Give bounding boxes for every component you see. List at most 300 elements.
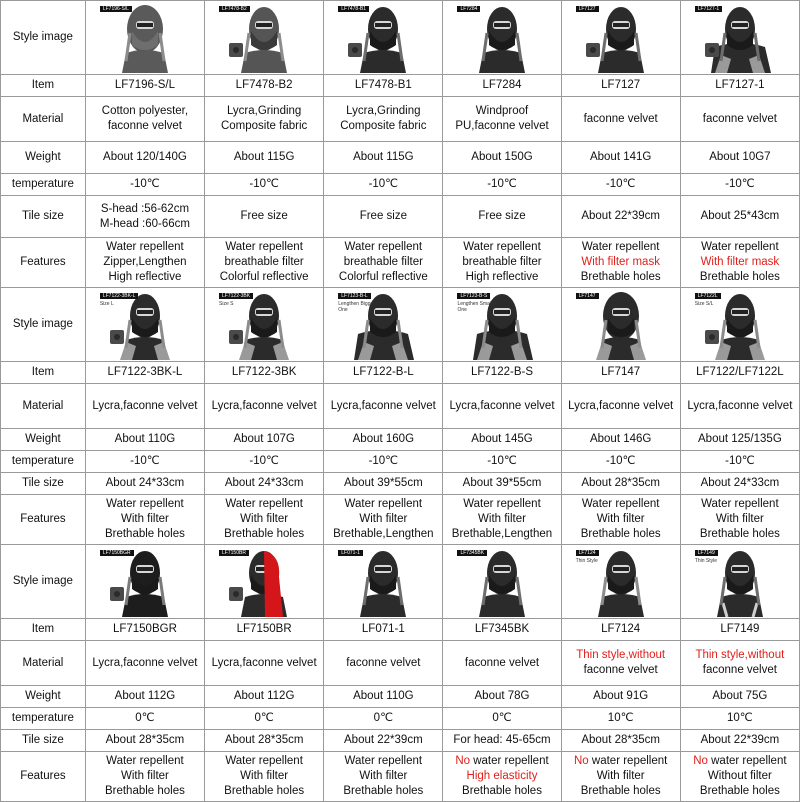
product-image	[680, 1, 799, 75]
balaclava-black-gray-shoulder-icon	[205, 290, 323, 360]
product-item: LF7150BGR	[85, 619, 204, 641]
product-tile-size	[561, 196, 680, 238]
product-weight: About 112G	[85, 686, 204, 708]
feature-line: Brethable,Lengthen	[333, 528, 434, 540]
row-features	[1, 752, 800, 802]
tile-size-line: S-head :56-62cm	[100, 202, 190, 215]
product-material	[85, 97, 204, 142]
row-temperature	[1, 708, 800, 730]
product-tile-size	[324, 730, 443, 752]
row-features	[1, 495, 800, 545]
balaclava-long-gray-icon	[324, 290, 442, 360]
feature-line: Water repellent	[701, 498, 779, 510]
feature-line: Brethable holes	[580, 271, 661, 283]
product-subtag: Thin Style	[694, 557, 717, 564]
feature-line: No water repellent	[693, 755, 787, 767]
product-features	[680, 752, 799, 802]
product-image	[680, 545, 799, 619]
feature-line: Water repellent	[225, 755, 303, 767]
row-label-weight: Weight	[1, 429, 86, 451]
feature-line: With filter	[240, 513, 289, 525]
product-weight: About 91G	[561, 686, 680, 708]
tile-size-line: About 25*43cm	[700, 210, 780, 222]
product-subtag: Lengthen Smaller One	[457, 300, 497, 313]
product-temperature: -10℃	[443, 174, 561, 196]
product-tag: LF7147	[576, 293, 599, 299]
feature-line: Water repellent	[225, 498, 303, 510]
product-image	[85, 288, 204, 362]
feature-line: With filter	[120, 513, 169, 525]
row-label-temperature: temperature	[1, 708, 86, 730]
product-temperature: 10℃	[680, 708, 799, 730]
product-material	[443, 641, 561, 686]
product-tag: LF7284	[457, 6, 480, 12]
material-line: Lycra,Grinding	[226, 105, 302, 117]
product-tag: LF7149	[695, 550, 718, 556]
feature-line: With filter	[478, 513, 526, 525]
row-weight	[1, 686, 800, 708]
feature-line: Water repellent	[463, 241, 541, 253]
feature-line: Water repellent	[344, 241, 423, 253]
feature-line: Water repellent	[225, 241, 303, 253]
product-features	[443, 752, 561, 802]
product-material	[205, 97, 324, 142]
feature-line: High reflective	[465, 271, 539, 283]
row-label-temperature: temperature	[1, 174, 86, 196]
feature-negation: No	[455, 755, 471, 767]
feature-line: Water repellent	[106, 498, 184, 510]
feature-line: Water repellent	[581, 241, 660, 253]
row-label-temperature: temperature	[1, 451, 86, 473]
product-tag: LF7127	[576, 6, 599, 12]
product-tile-size	[205, 196, 324, 238]
product-tile-size	[205, 473, 324, 495]
product-tile-size	[443, 473, 561, 495]
product-item: LF071-1	[324, 619, 443, 641]
row-style-image	[1, 288, 800, 362]
product-tag: LF7150BR	[219, 550, 249, 556]
product-image	[561, 1, 680, 75]
tile-size-line: About 28*35cm	[224, 734, 304, 746]
product-material	[443, 97, 561, 142]
product-tile-size	[324, 196, 443, 238]
product-weight: About 115G	[205, 142, 324, 174]
feature-line: Brethable holes	[224, 528, 305, 540]
product-image	[205, 1, 324, 75]
material-line: Lycra,faconne velvet	[92, 399, 198, 412]
product-temperature: -10℃	[680, 174, 799, 196]
product-subtag: Lengthen Bigger One	[338, 300, 375, 313]
product-features	[561, 238, 680, 288]
product-weight: About 10G7	[680, 142, 799, 174]
feature-line: Brethable holes	[104, 785, 185, 797]
product-item: LF7345BK	[443, 619, 561, 641]
material-line: Thin style,without	[576, 649, 666, 661]
product-material	[85, 384, 204, 429]
material-line: Lycra,faconne velvet	[449, 399, 555, 412]
product-temperature: -10℃	[85, 174, 204, 196]
product-tag: LF7345BK	[457, 550, 487, 556]
product-temperature: -10℃	[561, 174, 680, 196]
product-features	[324, 495, 443, 545]
product-tag: LF7122-3BK-L	[100, 293, 139, 299]
row-label-style-image: Style image	[1, 545, 86, 619]
product-image	[205, 288, 324, 362]
product-material	[205, 641, 324, 686]
product-image	[443, 288, 561, 362]
product-temperature: -10℃	[561, 451, 680, 473]
row-label-material: Material	[1, 641, 86, 686]
balaclava-long-gray-icon	[443, 290, 560, 360]
product-features	[443, 238, 561, 288]
product-tile-size	[205, 730, 324, 752]
material-line: Thin style,without	[695, 649, 785, 661]
material-line: faconne velvet	[107, 120, 183, 132]
product-weight: About 160G	[324, 429, 443, 451]
product-tag: LF7122L	[695, 293, 721, 299]
balaclava-hooded-gray-icon	[86, 3, 204, 73]
balaclava-gray-filter-icon	[205, 3, 323, 73]
row-label-style-image: Style image	[1, 1, 86, 75]
product-image	[561, 545, 680, 619]
product-tag: LF071-1	[338, 550, 363, 556]
row-material	[1, 384, 800, 429]
feature-line: With filter mask	[581, 256, 660, 268]
balaclava-black-filter-icon	[324, 3, 442, 73]
feature-line: breathable filter	[462, 256, 542, 268]
row-label-weight: Weight	[1, 142, 86, 174]
product-item: LF7147	[561, 362, 680, 384]
product-material	[324, 641, 443, 686]
balaclava-black-mask-long-icon	[681, 3, 799, 73]
feature-line: Water repellent	[463, 498, 541, 510]
material-line: Composite fabric	[220, 120, 308, 132]
feature-line: Brethable holes	[580, 528, 661, 540]
product-item: LF7127	[561, 75, 680, 97]
product-material	[561, 384, 680, 429]
feature-line: Brethable holes	[699, 271, 780, 283]
feature-line: High elasticity	[466, 770, 538, 782]
product-image	[324, 1, 443, 75]
product-tag: LF7124	[576, 550, 599, 556]
product-features	[85, 238, 204, 288]
tile-size-line: Free size	[240, 210, 288, 222]
tile-size-line: M-head :60-66cm	[99, 217, 190, 230]
product-item: LF7150BR	[205, 619, 324, 641]
product-tile-size	[324, 473, 443, 495]
material-line: faconne velvet	[583, 664, 658, 676]
product-material	[324, 384, 443, 429]
row-style-image	[1, 1, 800, 75]
feature-line: Brethable holes	[699, 528, 780, 540]
row-tile-size	[1, 730, 800, 752]
row-label-features: Features	[1, 752, 86, 802]
product-item: LF7122-B-S	[443, 362, 561, 384]
product-weight: About 146G	[561, 429, 680, 451]
feature-line: Water repellent	[344, 498, 423, 510]
tile-size-line: For head: 45-65cm	[453, 734, 551, 746]
balaclava-gray-black-icon	[86, 547, 204, 617]
row-label-tile-size: Tile size	[1, 730, 86, 752]
feature-line: Brethable holes	[580, 785, 661, 797]
feature-line: Brethable holes	[224, 785, 305, 797]
product-temperature: 0℃	[324, 708, 443, 730]
row-label-material: Material	[1, 97, 86, 142]
tile-size-line: About 22*39cm	[581, 210, 660, 222]
feature-line: With filter	[715, 513, 764, 525]
product-material	[205, 384, 324, 429]
product-subtag: Size L	[99, 300, 114, 307]
tile-size-line: Free size	[478, 210, 526, 222]
product-temperature: -10℃	[443, 451, 561, 473]
material-line: Lycra,faconne velvet	[92, 656, 198, 669]
row-weight	[1, 142, 800, 174]
product-item: LF7122/LF7122L	[680, 362, 799, 384]
product-weight: About 110G	[324, 686, 443, 708]
feature-line: No water repellent	[574, 755, 668, 767]
product-item: LF7127-1	[680, 75, 799, 97]
row-features	[1, 238, 800, 288]
product-item: LF7124	[561, 619, 680, 641]
product-temperature: 0℃	[443, 708, 561, 730]
product-tile-size	[85, 196, 204, 238]
product-material	[680, 384, 799, 429]
product-item: LF7478-B2	[205, 75, 324, 97]
tile-size-line: About 28*35cm	[105, 734, 185, 746]
product-weight: About 78G	[443, 686, 561, 708]
row-label-item: Item	[1, 619, 86, 641]
material-line: faconne velvet	[702, 664, 777, 676]
product-image	[324, 288, 443, 362]
feature-line: breathable filter	[224, 256, 304, 268]
product-features	[680, 238, 799, 288]
row-tile-size	[1, 473, 800, 495]
product-tag: LF7478-B1	[338, 6, 369, 12]
row-label-features: Features	[1, 238, 86, 288]
product-features	[680, 495, 799, 545]
product-tile-size	[680, 730, 799, 752]
balaclava-black-zipper-icon	[443, 3, 560, 73]
row-tile-size	[1, 196, 800, 238]
product-temperature: 0℃	[205, 708, 324, 730]
product-material	[443, 384, 561, 429]
product-weight: About 120/140G	[85, 142, 204, 174]
tile-size-line: About 24*33cm	[224, 477, 304, 489]
product-item: LF7284	[443, 75, 561, 97]
balaclava-black-mask-icon	[562, 3, 680, 73]
product-weight: About 125/135G	[680, 429, 799, 451]
row-item	[1, 362, 800, 384]
material-line: Cotton polyester,	[101, 105, 189, 117]
material-line: faconne velvet	[702, 112, 777, 125]
material-line: Lycra,Grinding	[346, 105, 421, 117]
row-material	[1, 97, 800, 142]
feature-line: Brethable,Lengthen	[451, 528, 553, 540]
tile-size-line: About 22*39cm	[344, 734, 423, 746]
feature-line: High reflective	[108, 271, 182, 283]
product-weight: About 112G	[205, 686, 324, 708]
material-line: Lycra,faconne velvet	[211, 399, 317, 412]
tile-size-line: About 24*33cm	[105, 477, 185, 489]
material-line: Lycra,faconne velvet	[687, 399, 793, 412]
product-tile-size	[85, 473, 204, 495]
material-line: Lycra,faconne velvet	[568, 399, 674, 412]
product-temperature: -10℃	[205, 451, 324, 473]
product-features	[85, 752, 204, 802]
feature-line: Colorful reflective	[219, 271, 309, 283]
product-image	[85, 545, 204, 619]
feature-line: Water repellent	[106, 241, 184, 253]
feature-line: Brethable holes	[699, 785, 780, 797]
product-tag: LF7150BGR	[100, 550, 134, 556]
material-line: faconne velvet	[346, 656, 421, 669]
product-subtag: Size S	[219, 300, 234, 307]
product-image	[561, 288, 680, 362]
balaclava-black-plain-icon	[324, 547, 442, 617]
product-material	[561, 641, 680, 686]
feature-line: With filter	[359, 513, 408, 525]
product-tile-size	[85, 730, 204, 752]
feature-negation: No	[693, 755, 708, 767]
product-tile-size	[680, 196, 799, 238]
row-label-tile-size: Tile size	[1, 473, 86, 495]
product-image	[443, 545, 561, 619]
product-temperature: -10℃	[324, 174, 443, 196]
product-subtag: Size S/L	[694, 300, 714, 307]
product-temperature: -10℃	[205, 174, 324, 196]
feature-line: With filter	[596, 770, 645, 782]
product-image	[85, 1, 204, 75]
row-label-weight: Weight	[1, 686, 86, 708]
product-temperature: -10℃	[324, 451, 443, 473]
feature-line: breathable filter	[343, 256, 423, 268]
product-temperature: 10℃	[561, 708, 680, 730]
product-tag: LF7478-B2	[219, 6, 250, 12]
feature-line: Water repellent	[701, 241, 779, 253]
product-tag: LF7123-B-L	[338, 293, 370, 299]
product-features	[205, 238, 324, 288]
row-label-tile-size: Tile size	[1, 196, 86, 238]
feature-line: Brethable holes	[343, 785, 424, 797]
feature-line: Zipper,Lengthen	[103, 256, 187, 268]
row-weight	[1, 429, 800, 451]
product-features	[205, 752, 324, 802]
row-material	[1, 641, 800, 686]
product-temperature: -10℃	[680, 451, 799, 473]
balaclava-black-gray-shoulder-icon	[86, 290, 204, 360]
tile-size-line: About 22*39cm	[700, 734, 780, 746]
material-line: Composite fabric	[340, 120, 427, 132]
feature-line: With filter	[359, 770, 408, 782]
product-material	[680, 97, 799, 142]
row-label-features: Features	[1, 495, 86, 545]
tile-size-line: About 24*33cm	[700, 477, 780, 489]
tile-size-line: About 28*35cm	[581, 734, 660, 746]
tile-size-line: Free size	[359, 210, 407, 222]
product-image	[680, 288, 799, 362]
row-label-item: Item	[1, 75, 86, 97]
product-weight: About 107G	[205, 429, 324, 451]
row-style-image	[1, 545, 800, 619]
feature-line: With filter mask	[700, 256, 780, 268]
product-item: LF7478-B1	[324, 75, 443, 97]
feature-line: With filter	[120, 770, 169, 782]
product-material	[85, 641, 204, 686]
product-material	[324, 97, 443, 142]
feature-line: Water repellent	[581, 498, 660, 510]
product-tag: LF7196-S/L	[100, 6, 132, 12]
product-features	[85, 495, 204, 545]
balaclava-gray-hooded-icon	[562, 290, 680, 360]
row-label-material: Material	[1, 384, 86, 429]
feature-line: Water repellent	[344, 755, 423, 767]
product-features	[561, 752, 680, 802]
tile-size-line: About 39*55cm	[462, 477, 542, 489]
product-item: LF7149	[680, 619, 799, 641]
balaclava-black-neck-icon	[443, 547, 560, 617]
material-line: Lycra,faconne velvet	[330, 399, 436, 412]
product-tile-size	[561, 730, 680, 752]
material-line: Windproof	[475, 105, 529, 117]
product-weight: About 150G	[443, 142, 561, 174]
feature-line: Without filter	[707, 770, 772, 782]
product-material	[680, 641, 799, 686]
product-image	[324, 545, 443, 619]
product-features	[443, 495, 561, 545]
product-weight: About 110G	[85, 429, 204, 451]
row-item	[1, 75, 800, 97]
feature-line: Colorful reflective	[338, 271, 428, 283]
row-item	[1, 619, 800, 641]
feature-line: Brethable holes	[104, 528, 185, 540]
product-tile-size	[443, 730, 561, 752]
product-image	[205, 545, 324, 619]
product-subtag: Thin Style	[575, 557, 598, 564]
product-item: LF7122-B-L	[324, 362, 443, 384]
balaclava-black-gray-thin-icon	[562, 547, 680, 617]
product-weight: About 141G	[561, 142, 680, 174]
product-weight: About 145G	[443, 429, 561, 451]
product-item: LF7122-3BK	[205, 362, 324, 384]
balaclava-black-gray-shoulder-icon	[681, 290, 799, 360]
product-tile-size	[561, 473, 680, 495]
product-tile-size	[680, 473, 799, 495]
product-image	[443, 1, 561, 75]
row-label-item: Item	[1, 362, 86, 384]
feature-negation: No	[574, 755, 589, 767]
balaclava-black-reflective-thin-icon	[681, 547, 799, 617]
tile-size-line: About 28*35cm	[581, 477, 660, 489]
product-weight: About 75G	[680, 686, 799, 708]
material-line: Lycra,faconne velvet	[211, 656, 317, 669]
tile-size-line: About 39*55cm	[344, 477, 423, 489]
feature-line: With filter	[240, 770, 289, 782]
product-weight: About 115G	[324, 142, 443, 174]
balaclava-red-black-icon	[205, 547, 323, 617]
product-temperature: 0℃	[85, 708, 204, 730]
product-features	[324, 238, 443, 288]
feature-line: No water repellent	[455, 755, 549, 767]
material-line: faconne velvet	[583, 112, 658, 125]
feature-line: With filter	[596, 513, 645, 525]
product-temperature: -10℃	[85, 451, 204, 473]
product-tile-size	[443, 196, 561, 238]
material-line: PU,faconne velvet	[455, 120, 549, 132]
product-material	[561, 97, 680, 142]
row-label-style-image: Style image	[1, 288, 86, 362]
product-item: LF7122-3BK-L	[85, 362, 204, 384]
product-features	[324, 752, 443, 802]
